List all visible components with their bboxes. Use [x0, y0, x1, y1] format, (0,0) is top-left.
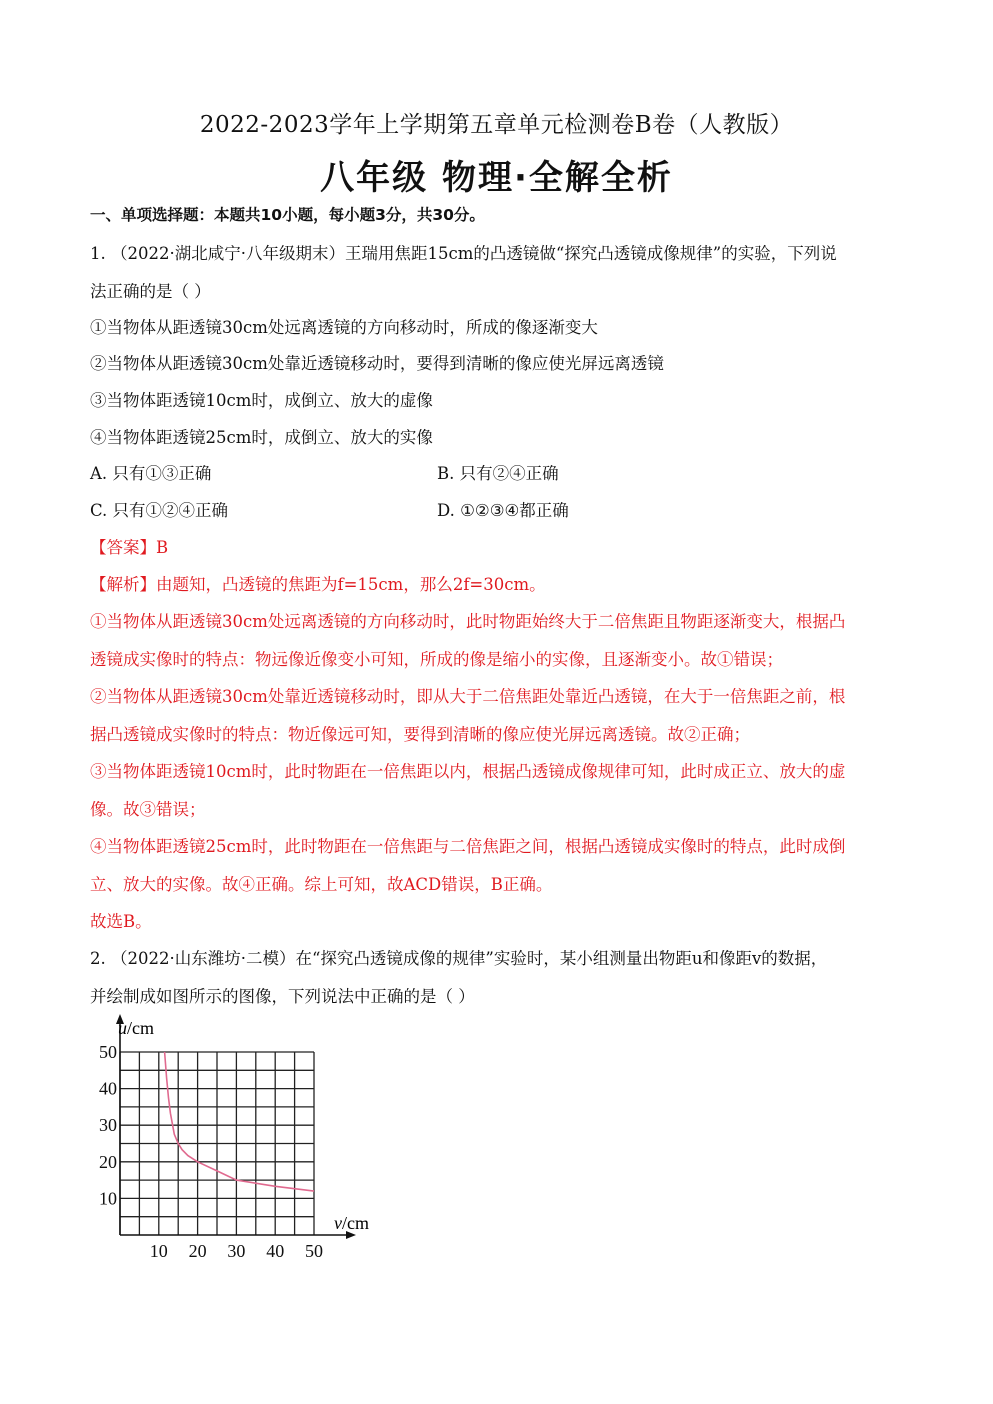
- q1-stem-line2: 法正确的是（ ）: [90, 282, 211, 301]
- x-tick-label: 50: [305, 1241, 323, 1261]
- exam-subtitle: 八年级 物理·全解全析: [320, 158, 673, 198]
- q1-option-c: C. 只有①②④正确: [90, 501, 229, 520]
- chart-grid: [120, 1052, 314, 1235]
- q1-answer: 【答案】B: [90, 538, 169, 557]
- x-tick-label: 10: [149, 1241, 168, 1261]
- q1-analysis-line: ④当物体距透镜25cm时，此时物距在一倍焦距与二倍焦距之间，根据凸透镜成实像时的特点，此时成倒: [90, 837, 846, 856]
- q1-analysis-line: 立、放大的实像。故④正确。综上可知，故ACD错误，B正确。: [90, 875, 553, 894]
- y-tick-label: 30: [99, 1115, 117, 1136]
- q1-analysis-line: 透镜成实像时的特点：物远像近像变小可知，所成的像是缩小的实像，且逐渐变小。故①错误；: [90, 650, 783, 669]
- series-line: [165, 1052, 314, 1191]
- q1-analysis-line: ①当物体从距透镜30cm处远离透镜的方向移动时，此时物距始终大于二倍焦距且物距逐渐变大，根据凸: [90, 612, 846, 631]
- q1-analysis-line: 【解析】由题知，凸透镜的焦距为f=15cm，那么2f=30cm。: [90, 575, 546, 594]
- x-tick-label: 30: [227, 1241, 246, 1261]
- chart-series: [165, 1052, 314, 1191]
- exam-title: 2022-2023学年上学期第五章单元检测卷B卷（人教版）: [199, 112, 794, 138]
- section-heading: 一、单项选择题：本题共10小题，每小题3分，共30分。: [90, 206, 485, 224]
- q1-statement: ③当物体距透镜10cm时，成倒立、放大的虚像: [90, 391, 433, 410]
- y-tick-label: 40: [99, 1078, 117, 1099]
- q1-analysis-line: ③当物体距透镜10cm时，此时物距在一倍焦距以内，根据凸透镜成像规律可知，此时成正立、放大的虚: [90, 762, 846, 781]
- q1-option-b: B. 只有②④正确: [437, 464, 559, 483]
- q2-stem-line2: 并绘制成如图所示的图像，下列说法中正确的是（ ）: [90, 987, 475, 1006]
- q1-analysis-line: 像。故③错误；: [90, 800, 206, 819]
- q1-option-a: A. 只有①③正确: [90, 464, 212, 483]
- q1-stem-line1: 1. （2022·湖北咸宁·八年级期末）王瑞用焦距15cm的凸透镜做“探究凸透镜成像规律”的实验，下列说: [90, 244, 837, 263]
- q1-statement: ①当物体从距透镜30cm处远离透镜的方向移动时，所成的像逐渐变大: [90, 318, 598, 337]
- u-v-graph: [88, 1010, 388, 1270]
- q1-statement: ④当物体距透镜25cm时，成倒立、放大的实像: [90, 428, 433, 447]
- q1-analysis-line: 据凸透镜成实像时的特点：物近像远可知，要得到清晰的像应使光屏远离透镜。故②正确；: [90, 725, 750, 744]
- q2-stem-line1: 2. （2022·山东潍坊·二模）在“探究凸透镜成像的规律”实验时，某小组测量出物距u和像距v的数据，: [90, 949, 828, 968]
- q1-analysis-line: ②当物体从距透镜30cm处靠近透镜移动时，即从大于二倍焦距处靠近凸透镜，在大于一倍焦距之前，根: [90, 687, 846, 706]
- y-tick-label: 50: [99, 1042, 117, 1062]
- x-axis-label: v/cm: [334, 1213, 369, 1233]
- q1-analysis-line: 故选B。: [90, 912, 152, 931]
- x-tick-label: 40: [266, 1241, 285, 1261]
- x-tick-label: 20: [188, 1241, 207, 1261]
- q1-statement: ②当物体从距透镜30cm处靠近透镜移动时，要得到清晰的像应使光屏远离透镜: [90, 354, 664, 373]
- y-tick-label: 10: [99, 1188, 117, 1209]
- chart-tick-labels: [99, 1042, 323, 1261]
- y-axis-label: u/cm: [118, 1018, 154, 1038]
- y-tick-label: 20: [99, 1151, 117, 1172]
- q1-option-d: D. ①②③④都正确: [437, 501, 569, 520]
